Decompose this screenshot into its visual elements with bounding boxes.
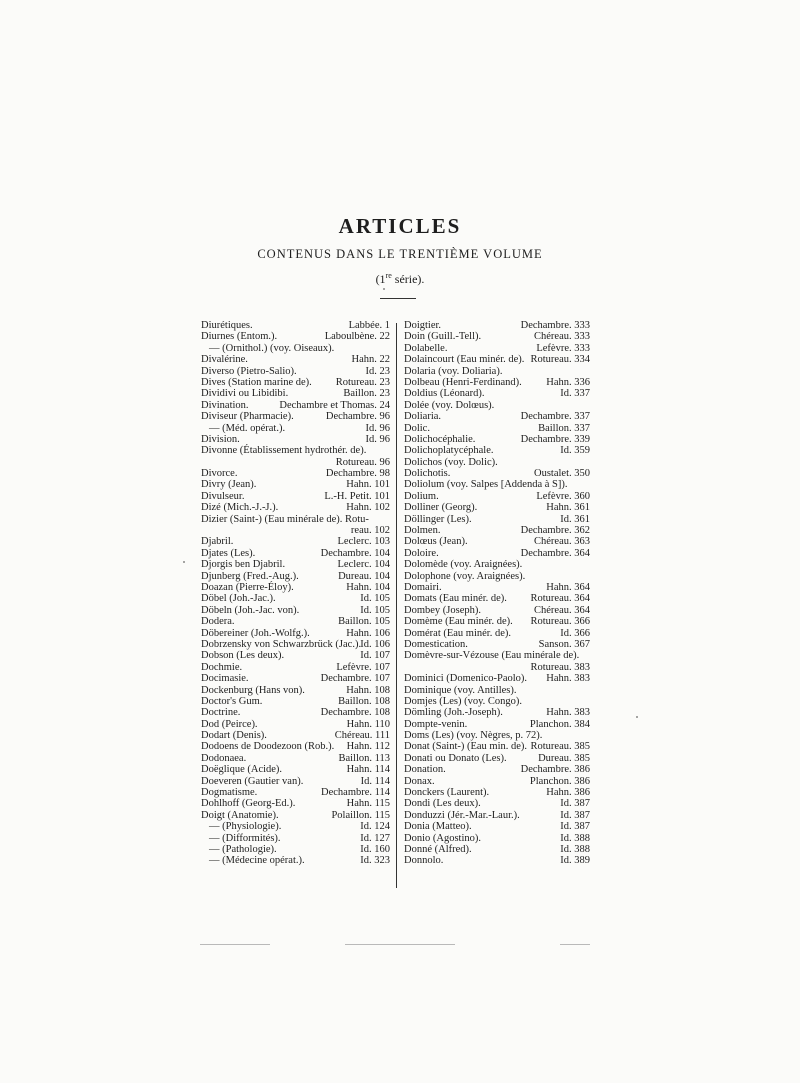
index-entry-row	[404, 650, 590, 661]
entry-author-page: Hahn. 386	[546, 787, 590, 799]
entry-author-page: Id. 387	[560, 821, 590, 833]
index-entry-row	[201, 730, 390, 741]
index-entry-row	[404, 855, 590, 866]
index-entry-row	[404, 707, 590, 718]
entry-title: Donio (Agostino).	[404, 832, 481, 844]
index-entry-row	[201, 331, 390, 342]
index-entry-row	[201, 616, 390, 627]
entry-author-page: Hahn. 22	[351, 354, 390, 366]
entry-author-page: Dureau. 104	[338, 570, 390, 582]
index-entry-row	[404, 571, 590, 582]
index-entry-row	[201, 536, 390, 547]
index-entry-row	[404, 559, 590, 570]
entry-author-page: Dechambre. 339	[520, 433, 590, 445]
entry-title: Dompte-venin.	[404, 718, 468, 730]
entry-author-page: Id. 127	[360, 832, 390, 844]
bleed-mark	[560, 944, 590, 945]
entry-title: Divulseur.	[201, 490, 245, 502]
entry-title: Dives (Station marine de).	[201, 376, 312, 388]
index-entry-row	[201, 434, 390, 445]
entry-title: Döbeln (Joh.-Jac. von).	[201, 604, 300, 616]
entry-title: Dohlhoff (Georg-Ed.).	[201, 798, 296, 810]
entry-title: Dolaincourt (Eau minér. de).	[404, 354, 525, 366]
bottom-bleed-marks	[200, 944, 600, 946]
index-entry-row	[404, 400, 590, 411]
index-entry-row	[404, 582, 590, 593]
entry-author-page: Baillon. 337	[538, 422, 590, 434]
bleed-mark	[200, 944, 270, 945]
entry-title: Döbel (Joh.-Jac.).	[201, 593, 276, 605]
entry-title: Dominici (Domenico-Paolo).	[404, 673, 528, 685]
entry-title: Dobrzensky von Schwarzbrück (Jac.).	[201, 638, 362, 650]
entry-author-page: Id. 105	[360, 593, 390, 605]
entry-author-page: Dechambre. 98	[325, 468, 390, 480]
index-entry-row	[404, 616, 590, 627]
entry-title: Dolium.	[404, 490, 439, 502]
index-entry-row	[404, 844, 590, 855]
index-entry-row	[404, 479, 590, 490]
index-entry-row	[404, 741, 590, 752]
entry-title: Donation.	[404, 764, 446, 776]
entry-author-page: Dechambre. 107	[320, 673, 390, 685]
index-entry-row	[404, 719, 590, 730]
entry-title: Dochmie.	[201, 661, 243, 673]
entry-author-page: Baillon. 108	[338, 695, 390, 707]
index-entry-row	[201, 707, 390, 718]
entry-title: — (Méd. opérat.).	[209, 422, 286, 434]
entry-author-page: Dechambre. 333	[520, 320, 590, 331]
index-entry-row	[404, 639, 590, 650]
index-entry-row	[404, 787, 590, 798]
entry-title: Dolichos (voy. Dolic).	[404, 456, 498, 468]
index-entry-row	[404, 411, 590, 422]
entry-author-page: reau. 102	[350, 525, 390, 537]
entry-author-page: Id. 323	[360, 855, 390, 867]
index-entry-row	[201, 445, 390, 456]
index-entry-row	[404, 685, 590, 696]
entry-author-page: Dechambre. 104	[320, 547, 390, 559]
entry-author-page: Hahn. 114	[346, 764, 390, 776]
index-entry-row	[201, 571, 390, 582]
entry-author-page: Dechambre et Thomas. 24	[279, 399, 390, 411]
index-entry-row	[201, 457, 390, 468]
entry-author-page: Polaillon. 115	[331, 809, 390, 821]
entry-title: Djorgis ben Djabril.	[201, 559, 286, 571]
entry-author-page: Rotureau. 96	[335, 456, 390, 468]
entry-author-page: Lefèvre. 360	[536, 490, 590, 502]
entry-title: Dodera.	[201, 616, 235, 628]
entry-title: Dogmatisme.	[201, 787, 258, 799]
index-entry-row	[201, 662, 390, 673]
entry-title: Dolomède (voy. Araignées).	[404, 559, 523, 571]
entry-title: Dolophone (voy. Araignées).	[404, 570, 526, 582]
entry-author-page: Hahn. 102	[346, 502, 390, 514]
index-entry-row	[404, 366, 590, 377]
title-rule	[380, 298, 416, 299]
entry-title: Divalérine.	[201, 354, 248, 366]
index-entry-row	[201, 343, 390, 354]
entry-author-page: Lefèvre. 107	[336, 661, 390, 673]
entry-author-page: Dechambre. 114	[321, 787, 390, 799]
entry-author-page: Dechambre. 108	[320, 707, 390, 719]
index-entry-row	[201, 582, 390, 593]
entry-title: Doeveren (Gautier van).	[201, 775, 304, 787]
index-entry-row	[404, 821, 590, 832]
entry-title: Diurétiques.	[201, 320, 253, 331]
entry-title: Domjes (Les) (voy. Congo).	[404, 695, 523, 707]
entry-author-page: Baillon. 105	[338, 616, 390, 628]
entry-title: Dolmen.	[404, 525, 441, 537]
entry-author-page: Dechambre. 337	[520, 411, 590, 423]
entry-title: Dombey (Joseph).	[404, 604, 481, 616]
series-prefix: (1	[375, 272, 386, 286]
entry-author-page: Chéreau. 333	[534, 331, 590, 343]
entry-title: — (Physiologie).	[209, 821, 282, 833]
entry-author-page: Rotureau. 366	[530, 616, 590, 628]
entry-author-page: Hahn. 112	[346, 741, 390, 753]
entry-author-page: Leclerc. 104	[337, 559, 390, 571]
entry-title: Dömling (Joh.-Joseph).	[404, 707, 503, 719]
left-column	[201, 320, 390, 867]
series-label	[0, 271, 800, 287]
entry-author-page: Hahn. 108	[346, 684, 390, 696]
entry-title: Doms (Les) (voy. Nègres, p. 72).	[404, 730, 543, 742]
entry-title: Doctrine.	[201, 707, 241, 719]
index-entry-row	[201, 605, 390, 616]
entry-title: Dividivi ou Libidibi.	[201, 388, 289, 400]
entry-title: Doliolum (voy. Salpes [Addenda à S]).	[404, 479, 568, 491]
entry-author-page: Id. 23	[365, 365, 390, 377]
entry-author-page: Rotureau. 23	[335, 376, 390, 388]
index-entry-row	[201, 650, 390, 661]
index-entry-row	[201, 559, 390, 570]
index-entry-row	[201, 468, 390, 479]
entry-author-page: L.-H. Petit. 101	[324, 490, 390, 502]
entry-author-page: Hahn. 110	[346, 718, 390, 730]
index-entry-row	[201, 833, 390, 844]
index-entry-row	[404, 548, 590, 559]
entry-author-page: Leclerc. 103	[337, 536, 390, 548]
index-entry-row	[404, 343, 590, 354]
entry-author-page: Id. 337	[560, 388, 590, 400]
entry-author-page: Id. 361	[560, 513, 590, 525]
entry-author-page: Dechambre. 96	[325, 411, 390, 423]
index-entry-row	[201, 798, 390, 809]
index-entry-row	[404, 798, 590, 809]
entry-author-page: Id. 160	[360, 843, 390, 855]
index-entry-row	[404, 377, 590, 388]
entry-author-page: Planchon. 386	[529, 775, 590, 787]
entry-title: Diverso (Pietro-Salio).	[201, 365, 297, 377]
index-entry-row	[201, 673, 390, 684]
index-entry-row	[201, 776, 390, 787]
entry-author-page: Oustalet. 350	[534, 468, 590, 480]
entry-author-page: Chéreau. 363	[534, 536, 590, 548]
entry-title: Doigt (Anatomie).	[201, 809, 279, 821]
entry-title: Doin (Guill.-Tell).	[404, 331, 482, 343]
entry-title: Dolaria (voy. Doliaria).	[404, 365, 503, 377]
index-entry-row	[201, 753, 390, 764]
entry-author-page: Rotureau. 385	[530, 741, 590, 753]
entry-title: Dolliner (Georg).	[404, 502, 478, 514]
entry-author-page: Dureau. 385	[538, 752, 590, 764]
entry-author-page: Id. 388	[560, 832, 590, 844]
entry-author-page: Hahn. 336	[546, 376, 590, 388]
entry-title: Dolbeau (Henri-Ferdinand).	[404, 376, 522, 388]
entry-title: Djates (Les).	[201, 547, 256, 559]
index-entry-row	[201, 548, 390, 559]
entry-title: Donnolo.	[404, 855, 444, 867]
entry-title: Divorce.	[201, 468, 238, 480]
index-entry-row	[404, 833, 590, 844]
index-entry-row	[201, 764, 390, 775]
entry-author-page: Chéreau. 111	[334, 730, 390, 742]
index-entry-row	[404, 696, 590, 707]
entry-author-page: Rotureau. 383	[530, 661, 590, 673]
index-entry-row	[404, 662, 590, 673]
index-entry-row	[201, 628, 390, 639]
entry-title: Domèvre-sur-Vézouse (Eau minérale de).	[404, 650, 580, 662]
entry-title: — (Médecine opérat.).	[209, 855, 305, 867]
entry-author-page: Dechambre. 386	[520, 764, 590, 776]
entry-title: Domairi.	[404, 581, 442, 593]
entry-author-page: Id. 124	[360, 821, 390, 833]
index-entry-row	[404, 468, 590, 479]
entry-title: Donduzzi (Jér.-Mar.-Laur.).	[404, 809, 520, 821]
index-entry-row	[404, 445, 590, 456]
page-subtitle: CONTENUS DANS LE TRENTIÈME VOLUME	[257, 247, 543, 261]
entry-title: Döbereiner (Joh.-Wolfg.).	[201, 627, 310, 639]
index-entry-row	[201, 719, 390, 730]
entry-title: Doliaria.	[404, 411, 442, 423]
entry-author-page: Baillon. 113	[338, 752, 390, 764]
entry-author-page: Id. 387	[560, 798, 590, 810]
entry-title: Dolabelle.	[404, 342, 448, 354]
entry-title: Djabril.	[201, 536, 234, 548]
entry-title: Dobson (Les deux).	[201, 650, 285, 662]
entry-title: Djunberg (Fred.-Aug.).	[201, 570, 299, 582]
entry-title: Doctor's Gum.	[201, 695, 263, 707]
index-entry-row	[201, 593, 390, 604]
entry-author-page: Dechambre. 362	[520, 525, 590, 537]
entry-title: Dodart (Denis).	[201, 730, 267, 742]
index-entry-row	[201, 855, 390, 866]
index-entry-row	[404, 354, 590, 365]
entry-title: Donax.	[404, 775, 435, 787]
index-entry-row	[201, 821, 390, 832]
entry-title: Donckers (Laurent).	[404, 787, 490, 799]
entry-author-page: Laboulbène. 22	[324, 331, 390, 343]
entry-title: Docimasie.	[201, 673, 249, 685]
entry-author-page: Hahn. 104	[346, 581, 390, 593]
entry-author-page: Baillon. 23	[343, 388, 390, 400]
index-entry-row	[201, 377, 390, 388]
entry-author-page: Id. 388	[560, 843, 590, 855]
index-entry-row	[404, 331, 590, 342]
index-entry-row	[201, 741, 390, 752]
entry-title: Doazan (Pierre-Éloy).	[201, 581, 294, 593]
index-entry-row	[201, 411, 390, 422]
index-entry-row	[201, 502, 390, 513]
entry-title: — (Difformités).	[209, 832, 281, 844]
entry-title: Divry (Jean).	[201, 479, 257, 491]
entry-title: Dolichoplatycéphale.	[404, 445, 494, 457]
index-entry-row	[201, 423, 390, 434]
entry-author-page: Dechambre. 364	[520, 547, 590, 559]
index-entry-row	[404, 776, 590, 787]
entry-author-page: Hahn. 361	[546, 502, 590, 514]
index-entry-row	[201, 388, 390, 399]
entry-title: Dondi (Les deux).	[404, 798, 481, 810]
index-entry-row	[404, 536, 590, 547]
index-entry-row	[201, 354, 390, 365]
index-entry-row	[201, 514, 390, 525]
index-entry-row	[201, 810, 390, 821]
index-entry-row	[201, 639, 390, 650]
entry-title: Donia (Matteo).	[404, 821, 472, 833]
ink-speck	[383, 288, 385, 290]
index-entry-row	[201, 525, 390, 536]
ink-speck	[183, 561, 185, 563]
page-title: ARTICLES	[338, 214, 462, 238]
entry-title: Division.	[201, 433, 240, 445]
index-entry-row	[201, 479, 390, 490]
entry-author-page: Id. 366	[560, 627, 590, 639]
entry-title: Dolic.	[404, 422, 430, 434]
index-entry-row	[404, 525, 590, 536]
entry-title: Dolichocéphalie.	[404, 433, 476, 445]
entry-author-page: Sanson. 367	[538, 638, 590, 650]
entry-title: Domats (Eau minér. de).	[404, 593, 507, 605]
index-entry-row	[404, 491, 590, 502]
entry-author-page: Id. 96	[365, 433, 390, 445]
entry-author-page: Hahn. 383	[546, 707, 590, 719]
index-entry-row	[404, 423, 590, 434]
index-entry-row	[404, 605, 590, 616]
index-entry-row	[404, 730, 590, 741]
index-entry-row	[201, 844, 390, 855]
entry-title: — (Ornithol.) (voy. Oiseaux).	[209, 342, 335, 354]
index-entry-row	[404, 593, 590, 604]
entry-author-page: Hahn. 106	[346, 627, 390, 639]
entry-title: Donné (Alfred).	[404, 843, 472, 855]
index-entry-row	[404, 457, 590, 468]
entry-title: Dodoens de Doodezoon (Rob.).	[201, 741, 335, 753]
entry-author-page: Hahn. 115	[346, 798, 390, 810]
entry-title: Donati ou Donato (Les).	[404, 752, 507, 764]
entry-author-page: Chéreau. 364	[534, 604, 590, 616]
ink-speck	[636, 716, 638, 718]
index-entry-row	[201, 685, 390, 696]
entry-author-page: Hahn. 364	[546, 581, 590, 593]
index-entry-row	[404, 673, 590, 684]
entry-title: Domème (Eau minér. de).	[404, 616, 513, 628]
index-entry-row	[201, 696, 390, 707]
index-entry-row	[404, 502, 590, 513]
entry-title: Dizier (Saint-) (Eau minérale de). Rotu-	[201, 513, 369, 525]
entry-title: Dolée (voy. Dolœus).	[404, 399, 495, 411]
index-entry-row	[201, 787, 390, 798]
entry-author-page: Id. 359	[560, 445, 590, 457]
index-entry-row	[201, 491, 390, 502]
entry-title: Doloire.	[404, 547, 439, 559]
entry-title: Domérat (Eau minér. de).	[404, 627, 511, 639]
entry-title: Dominique (voy. Antilles).	[404, 684, 517, 696]
series-suffix: série).	[391, 272, 425, 286]
column-divider	[396, 323, 397, 888]
entry-author-page: Id. 106	[360, 638, 390, 650]
entry-title: Doldius (Léonard).	[404, 388, 485, 400]
entry-title: Dolœus (Jean).	[404, 536, 468, 548]
entry-author-page: Labbée. 1	[348, 320, 390, 331]
index-entry-row	[404, 753, 590, 764]
index-entry-row	[404, 628, 590, 639]
entry-title: Doëglique (Acide).	[201, 764, 283, 776]
entry-title: Divination.	[201, 399, 249, 411]
entry-title: Dolichotis.	[404, 468, 451, 480]
entry-author-page: Id. 105	[360, 604, 390, 616]
entry-title: Domestication.	[404, 638, 468, 650]
entry-author-page: Id. 96	[365, 422, 390, 434]
entry-author-page: Rotureau. 334	[530, 354, 590, 366]
entry-title: Döllinger (Les).	[404, 513, 472, 525]
entry-author-page: Id. 114	[360, 775, 390, 787]
bleed-mark	[345, 944, 455, 945]
entry-author-page: Planchon. 384	[529, 718, 590, 730]
index-entry-row	[201, 400, 390, 411]
entry-author-page: Lefèvre. 333	[536, 342, 590, 354]
entry-title: — (Pathologie).	[209, 843, 277, 855]
index-entry-row	[201, 366, 390, 377]
entry-author-page: Rotureau. 364	[530, 593, 590, 605]
entry-title: Diurnes (Entom.).	[201, 331, 278, 343]
index-entry-row	[404, 388, 590, 399]
index-entry-row	[404, 810, 590, 821]
right-column	[404, 320, 590, 867]
entry-title: Donat (Saint-) (Eau min. de).	[404, 741, 528, 753]
series-sup: re	[385, 271, 392, 280]
entry-title: Dizé (Mich.-J.-J.).	[201, 502, 279, 514]
entry-title: Divonne (Établissement hydrothér. de).	[201, 445, 367, 457]
entry-title: Dodonaea.	[201, 752, 247, 764]
index-entry-row	[404, 764, 590, 775]
index-entry-row	[404, 514, 590, 525]
index-entry-row	[404, 434, 590, 445]
entry-title: Dockenburg (Hans von).	[201, 684, 305, 696]
entry-author-page: Id. 107	[360, 650, 390, 662]
entry-title: Dod (Peirce).	[201, 718, 258, 730]
entry-title: Diviseur (Pharmacie).	[201, 411, 294, 423]
index-entry-row	[404, 320, 590, 331]
entry-author-page: Hahn. 383	[546, 673, 590, 685]
entry-author-page: Id. 389	[560, 855, 590, 867]
entry-author-page: Id. 387	[560, 809, 590, 821]
entry-title: Doigtier.	[404, 320, 442, 331]
index-entry-row	[201, 320, 390, 331]
entry-author-page: Hahn. 101	[346, 479, 390, 491]
